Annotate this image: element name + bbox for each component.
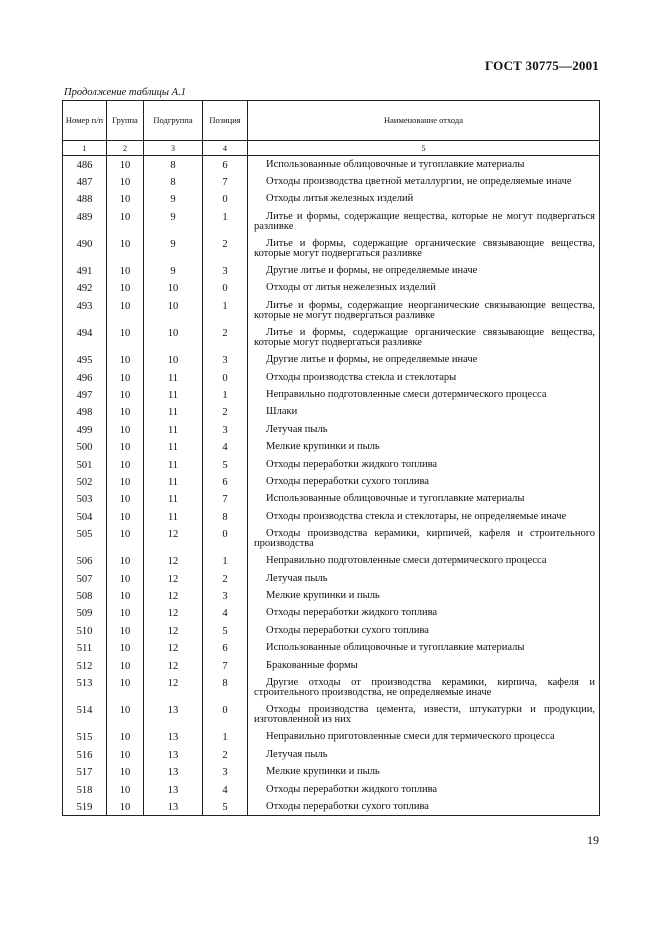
position-cell: 2: [203, 746, 248, 763]
table-row: [63, 438, 600, 455]
waste-name-cell: Отходы переработки сухого топлива: [248, 473, 600, 490]
waste-name-cell: Отходы производства цемента, извести, штукатурки и продукции, изготовленной из них: [248, 701, 600, 728]
position-cell: 1: [203, 552, 248, 569]
table-row: [63, 386, 600, 403]
waste-name-cell: Отходы производства стекла и стеклотары, не определяемые иначе: [248, 508, 600, 525]
group-cell: 10: [107, 570, 144, 587]
waste-name-cell: Летучая пыль: [248, 570, 600, 587]
subgroup-cell: 9: [144, 190, 203, 207]
column-number-row: [63, 141, 600, 156]
column-number: 2: [107, 141, 144, 156]
table-row: [63, 190, 600, 207]
group-cell: 10: [107, 324, 144, 351]
row-number-cell: 509: [63, 604, 107, 621]
group-cell: 10: [107, 403, 144, 420]
table-row: [63, 639, 600, 656]
waste-name-cell: Литье и формы, содержащие органические связывающие вещества, которые могут подвергаться разливке: [248, 235, 600, 262]
subgroup-cell: 12: [144, 622, 203, 639]
row-number-cell: 507: [63, 570, 107, 587]
waste-name-cell: Отходы производства цветной металлургии, не определяемые иначе: [248, 173, 600, 190]
row-number-cell: 498: [63, 403, 107, 420]
waste-name-cell: Использованные облицовочные и тугоплавкие материалы: [248, 156, 600, 173]
waste-name-cell: Другие литье и формы, не определяемые иначе: [248, 262, 600, 279]
waste-name-cell: Бракованные формы: [248, 657, 600, 674]
waste-table-container: [62, 100, 599, 816]
position-cell: 2: [203, 403, 248, 420]
group-cell: 10: [107, 781, 144, 798]
waste-name-cell: Отходы переработки сухого топлива: [248, 622, 600, 639]
subgroup-cell: 10: [144, 351, 203, 368]
subgroup-cell: 11: [144, 369, 203, 386]
position-cell: 5: [203, 622, 248, 639]
subgroup-cell: 11: [144, 386, 203, 403]
row-number-cell: 496: [63, 369, 107, 386]
waste-name-cell: Литье и формы, содержащие органические связывающие вещества, которые могут подвергаться разливке: [248, 324, 600, 351]
row-number-cell: 517: [63, 763, 107, 780]
row-number-cell: 491: [63, 262, 107, 279]
position-cell: 8: [203, 674, 248, 701]
group-cell: 10: [107, 351, 144, 368]
group-cell: 10: [107, 190, 144, 207]
table-row: [63, 297, 600, 324]
position-cell: 3: [203, 262, 248, 279]
subgroup-cell: 11: [144, 508, 203, 525]
table-row: [63, 604, 600, 621]
group-cell: 10: [107, 456, 144, 473]
group-cell: 10: [107, 525, 144, 552]
position-cell: 8: [203, 508, 248, 525]
position-cell: 6: [203, 639, 248, 656]
waste-name-cell: Мелкие крупинки и пыль: [248, 587, 600, 604]
row-number-cell: 510: [63, 622, 107, 639]
header-number: Номер п/п: [63, 101, 107, 141]
table-row: [63, 173, 600, 190]
waste-name-cell: Литье и формы, содержащие вещества, которые не могут подвергаться разливке: [248, 208, 600, 235]
group-cell: 10: [107, 369, 144, 386]
header-position: Позиция: [203, 101, 248, 141]
group-cell: 10: [107, 208, 144, 235]
subgroup-cell: 10: [144, 279, 203, 296]
group-cell: 10: [107, 746, 144, 763]
row-number-cell: 486: [63, 156, 107, 173]
table-row: [63, 587, 600, 604]
row-number-cell: 501: [63, 456, 107, 473]
waste-name-cell: Шлаки: [248, 403, 600, 420]
position-cell: 4: [203, 438, 248, 455]
position-cell: 0: [203, 190, 248, 207]
table-row: [63, 622, 600, 639]
position-cell: 2: [203, 235, 248, 262]
row-number-cell: 502: [63, 473, 107, 490]
position-cell: 4: [203, 781, 248, 798]
table-row: [63, 156, 600, 173]
table-row: [63, 701, 600, 728]
row-number-cell: 503: [63, 490, 107, 507]
table-row: [63, 781, 600, 798]
row-number-cell: 519: [63, 798, 107, 815]
row-number-cell: 490: [63, 235, 107, 262]
group-cell: 10: [107, 674, 144, 701]
position-cell: 3: [203, 421, 248, 438]
header-subgroup: Подгруппа: [144, 101, 203, 141]
waste-name-cell: Мелкие крупинки и пыль: [248, 763, 600, 780]
row-number-cell: 511: [63, 639, 107, 656]
waste-name-cell: Отходы литья железных изделий: [248, 190, 600, 207]
subgroup-cell: 13: [144, 746, 203, 763]
waste-name-cell: Летучая пыль: [248, 746, 600, 763]
subgroup-cell: 12: [144, 587, 203, 604]
waste-classification-table: [62, 100, 600, 816]
group-cell: 10: [107, 508, 144, 525]
page-number: 19: [587, 833, 599, 847]
table-row: [63, 235, 600, 262]
column-number: 5: [248, 141, 600, 156]
row-number-cell: 505: [63, 525, 107, 552]
row-number-cell: 497: [63, 386, 107, 403]
position-cell: 1: [203, 386, 248, 403]
position-cell: 5: [203, 456, 248, 473]
row-number-cell: 500: [63, 438, 107, 455]
group-cell: 10: [107, 763, 144, 780]
position-cell: 7: [203, 657, 248, 674]
position-cell: 7: [203, 173, 248, 190]
subgroup-cell: 9: [144, 235, 203, 262]
column-number: 3: [144, 141, 203, 156]
waste-name-cell: Отходы от литья нежелезных изделий: [248, 279, 600, 296]
subgroup-cell: 9: [144, 262, 203, 279]
group-cell: 10: [107, 386, 144, 403]
waste-name-cell: Неправильно приготовленные смеси для термического процесса: [248, 728, 600, 745]
group-cell: 10: [107, 604, 144, 621]
position-cell: 4: [203, 604, 248, 621]
subgroup-cell: 11: [144, 438, 203, 455]
row-number-cell: 506: [63, 552, 107, 569]
position-cell: 3: [203, 763, 248, 780]
waste-name-cell: Отходы переработки жидкого топлива: [248, 456, 600, 473]
table-row: [63, 728, 600, 745]
row-number-cell: 499: [63, 421, 107, 438]
subgroup-cell: 9: [144, 208, 203, 235]
group-cell: 10: [107, 728, 144, 745]
subgroup-cell: 11: [144, 473, 203, 490]
table-header-row: [63, 101, 600, 141]
table-row: [63, 473, 600, 490]
table-row: [63, 674, 600, 701]
group-cell: 10: [107, 657, 144, 674]
waste-name-cell: Мелкие крупинки и пыль: [248, 438, 600, 455]
subgroup-cell: 12: [144, 674, 203, 701]
table-row: [63, 508, 600, 525]
row-number-cell: 508: [63, 587, 107, 604]
subgroup-cell: 13: [144, 701, 203, 728]
column-number: 4: [203, 141, 248, 156]
row-number-cell: 504: [63, 508, 107, 525]
table-body: [63, 156, 600, 816]
subgroup-cell: 11: [144, 403, 203, 420]
subgroup-cell: 11: [144, 456, 203, 473]
subgroup-cell: 12: [144, 552, 203, 569]
position-cell: 1: [203, 208, 248, 235]
group-cell: 10: [107, 279, 144, 296]
header-group: Группа: [107, 101, 144, 141]
waste-name-cell: Неправильно подготовленные смеси дотермического процесса: [248, 386, 600, 403]
position-cell: 2: [203, 324, 248, 351]
subgroup-cell: 11: [144, 421, 203, 438]
position-cell: 6: [203, 473, 248, 490]
table-row: [63, 324, 600, 351]
waste-name-cell: Другие литье и формы, не определяемые иначе: [248, 351, 600, 368]
group-cell: 10: [107, 473, 144, 490]
position-cell: 0: [203, 525, 248, 552]
table-row: [63, 657, 600, 674]
table-row: [63, 369, 600, 386]
row-number-cell: 489: [63, 208, 107, 235]
position-cell: 2: [203, 570, 248, 587]
row-number-cell: 488: [63, 190, 107, 207]
group-cell: 10: [107, 297, 144, 324]
group-cell: 10: [107, 156, 144, 173]
row-number-cell: 493: [63, 297, 107, 324]
table-row: [63, 552, 600, 569]
group-cell: 10: [107, 701, 144, 728]
subgroup-cell: 12: [144, 604, 203, 621]
subgroup-cell: 11: [144, 490, 203, 507]
table-row: [63, 456, 600, 473]
waste-name-cell: Литье и формы, содержащие неорганические связывающие вещества, которые не могут подвергаться разливке: [248, 297, 600, 324]
waste-name-cell: Летучая пыль: [248, 421, 600, 438]
row-number-cell: 512: [63, 657, 107, 674]
subgroup-cell: 13: [144, 763, 203, 780]
waste-name-cell: Отходы производства керамики, кирпичей, кафеля и строительного производства: [248, 525, 600, 552]
standard-header: ГОСТ 30775—2001: [484, 58, 599, 73]
position-cell: 5: [203, 798, 248, 815]
row-number-cell: 492: [63, 279, 107, 296]
position-cell: 3: [203, 587, 248, 604]
row-number-cell: 515: [63, 728, 107, 745]
position-cell: 0: [203, 279, 248, 296]
table-row: [63, 525, 600, 552]
subgroup-cell: 12: [144, 657, 203, 674]
group-cell: 10: [107, 622, 144, 639]
waste-name-cell: Отходы переработки жидкого топлива: [248, 604, 600, 621]
table-row: [63, 746, 600, 763]
table-row: [63, 421, 600, 438]
waste-name-cell: Использованные облицовочные и тугоплавкие материалы: [248, 490, 600, 507]
subgroup-cell: 8: [144, 173, 203, 190]
position-cell: 1: [203, 728, 248, 745]
group-cell: 10: [107, 798, 144, 815]
group-cell: 10: [107, 438, 144, 455]
position-cell: 1: [203, 297, 248, 324]
subgroup-cell: 12: [144, 639, 203, 656]
table-continuation-caption: Продолжение таблицы А.1: [64, 87, 186, 98]
group-cell: 10: [107, 490, 144, 507]
table-row: [63, 262, 600, 279]
column-number: 1: [63, 141, 107, 156]
waste-name-cell: Неправильно подготовленные смеси дотермического процесса: [248, 552, 600, 569]
table-row: [63, 798, 600, 815]
subgroup-cell: 12: [144, 570, 203, 587]
waste-name-cell: Отходы производства стекла и стеклотары: [248, 369, 600, 386]
row-number-cell: 495: [63, 351, 107, 368]
table-row: [63, 403, 600, 420]
row-number-cell: 494: [63, 324, 107, 351]
position-cell: 6: [203, 156, 248, 173]
row-number-cell: 516: [63, 746, 107, 763]
subgroup-cell: 10: [144, 297, 203, 324]
group-cell: 10: [107, 262, 144, 279]
table-row: [63, 490, 600, 507]
waste-name-cell: Отходы переработки сухого топлива: [248, 798, 600, 815]
position-cell: 0: [203, 369, 248, 386]
waste-name-cell: Отходы переработки жидкого топлива: [248, 781, 600, 798]
subgroup-cell: 8: [144, 156, 203, 173]
group-cell: 10: [107, 639, 144, 656]
waste-name-cell: Использованные облицовочные и тугоплавкие материалы: [248, 639, 600, 656]
group-cell: 10: [107, 421, 144, 438]
subgroup-cell: 10: [144, 324, 203, 351]
table-row: [63, 763, 600, 780]
group-cell: 10: [107, 173, 144, 190]
table-row: [63, 570, 600, 587]
position-cell: 3: [203, 351, 248, 368]
position-cell: 7: [203, 490, 248, 507]
subgroup-cell: 13: [144, 728, 203, 745]
table-row: [63, 351, 600, 368]
subgroup-cell: 13: [144, 781, 203, 798]
table-row: [63, 208, 600, 235]
row-number-cell: 518: [63, 781, 107, 798]
group-cell: 10: [107, 587, 144, 604]
row-number-cell: 514: [63, 701, 107, 728]
position-cell: 0: [203, 701, 248, 728]
header-waste-name: Наименование отхода: [248, 101, 600, 141]
group-cell: 10: [107, 235, 144, 262]
subgroup-cell: 13: [144, 798, 203, 815]
waste-name-cell: Другие отходы от производства керамики, кирпича, кафеля и строительного производства, не определяемые иначе: [248, 674, 600, 701]
row-number-cell: 487: [63, 173, 107, 190]
table-row: [63, 279, 600, 296]
row-number-cell: 513: [63, 674, 107, 701]
group-cell: 10: [107, 552, 144, 569]
subgroup-cell: 12: [144, 525, 203, 552]
